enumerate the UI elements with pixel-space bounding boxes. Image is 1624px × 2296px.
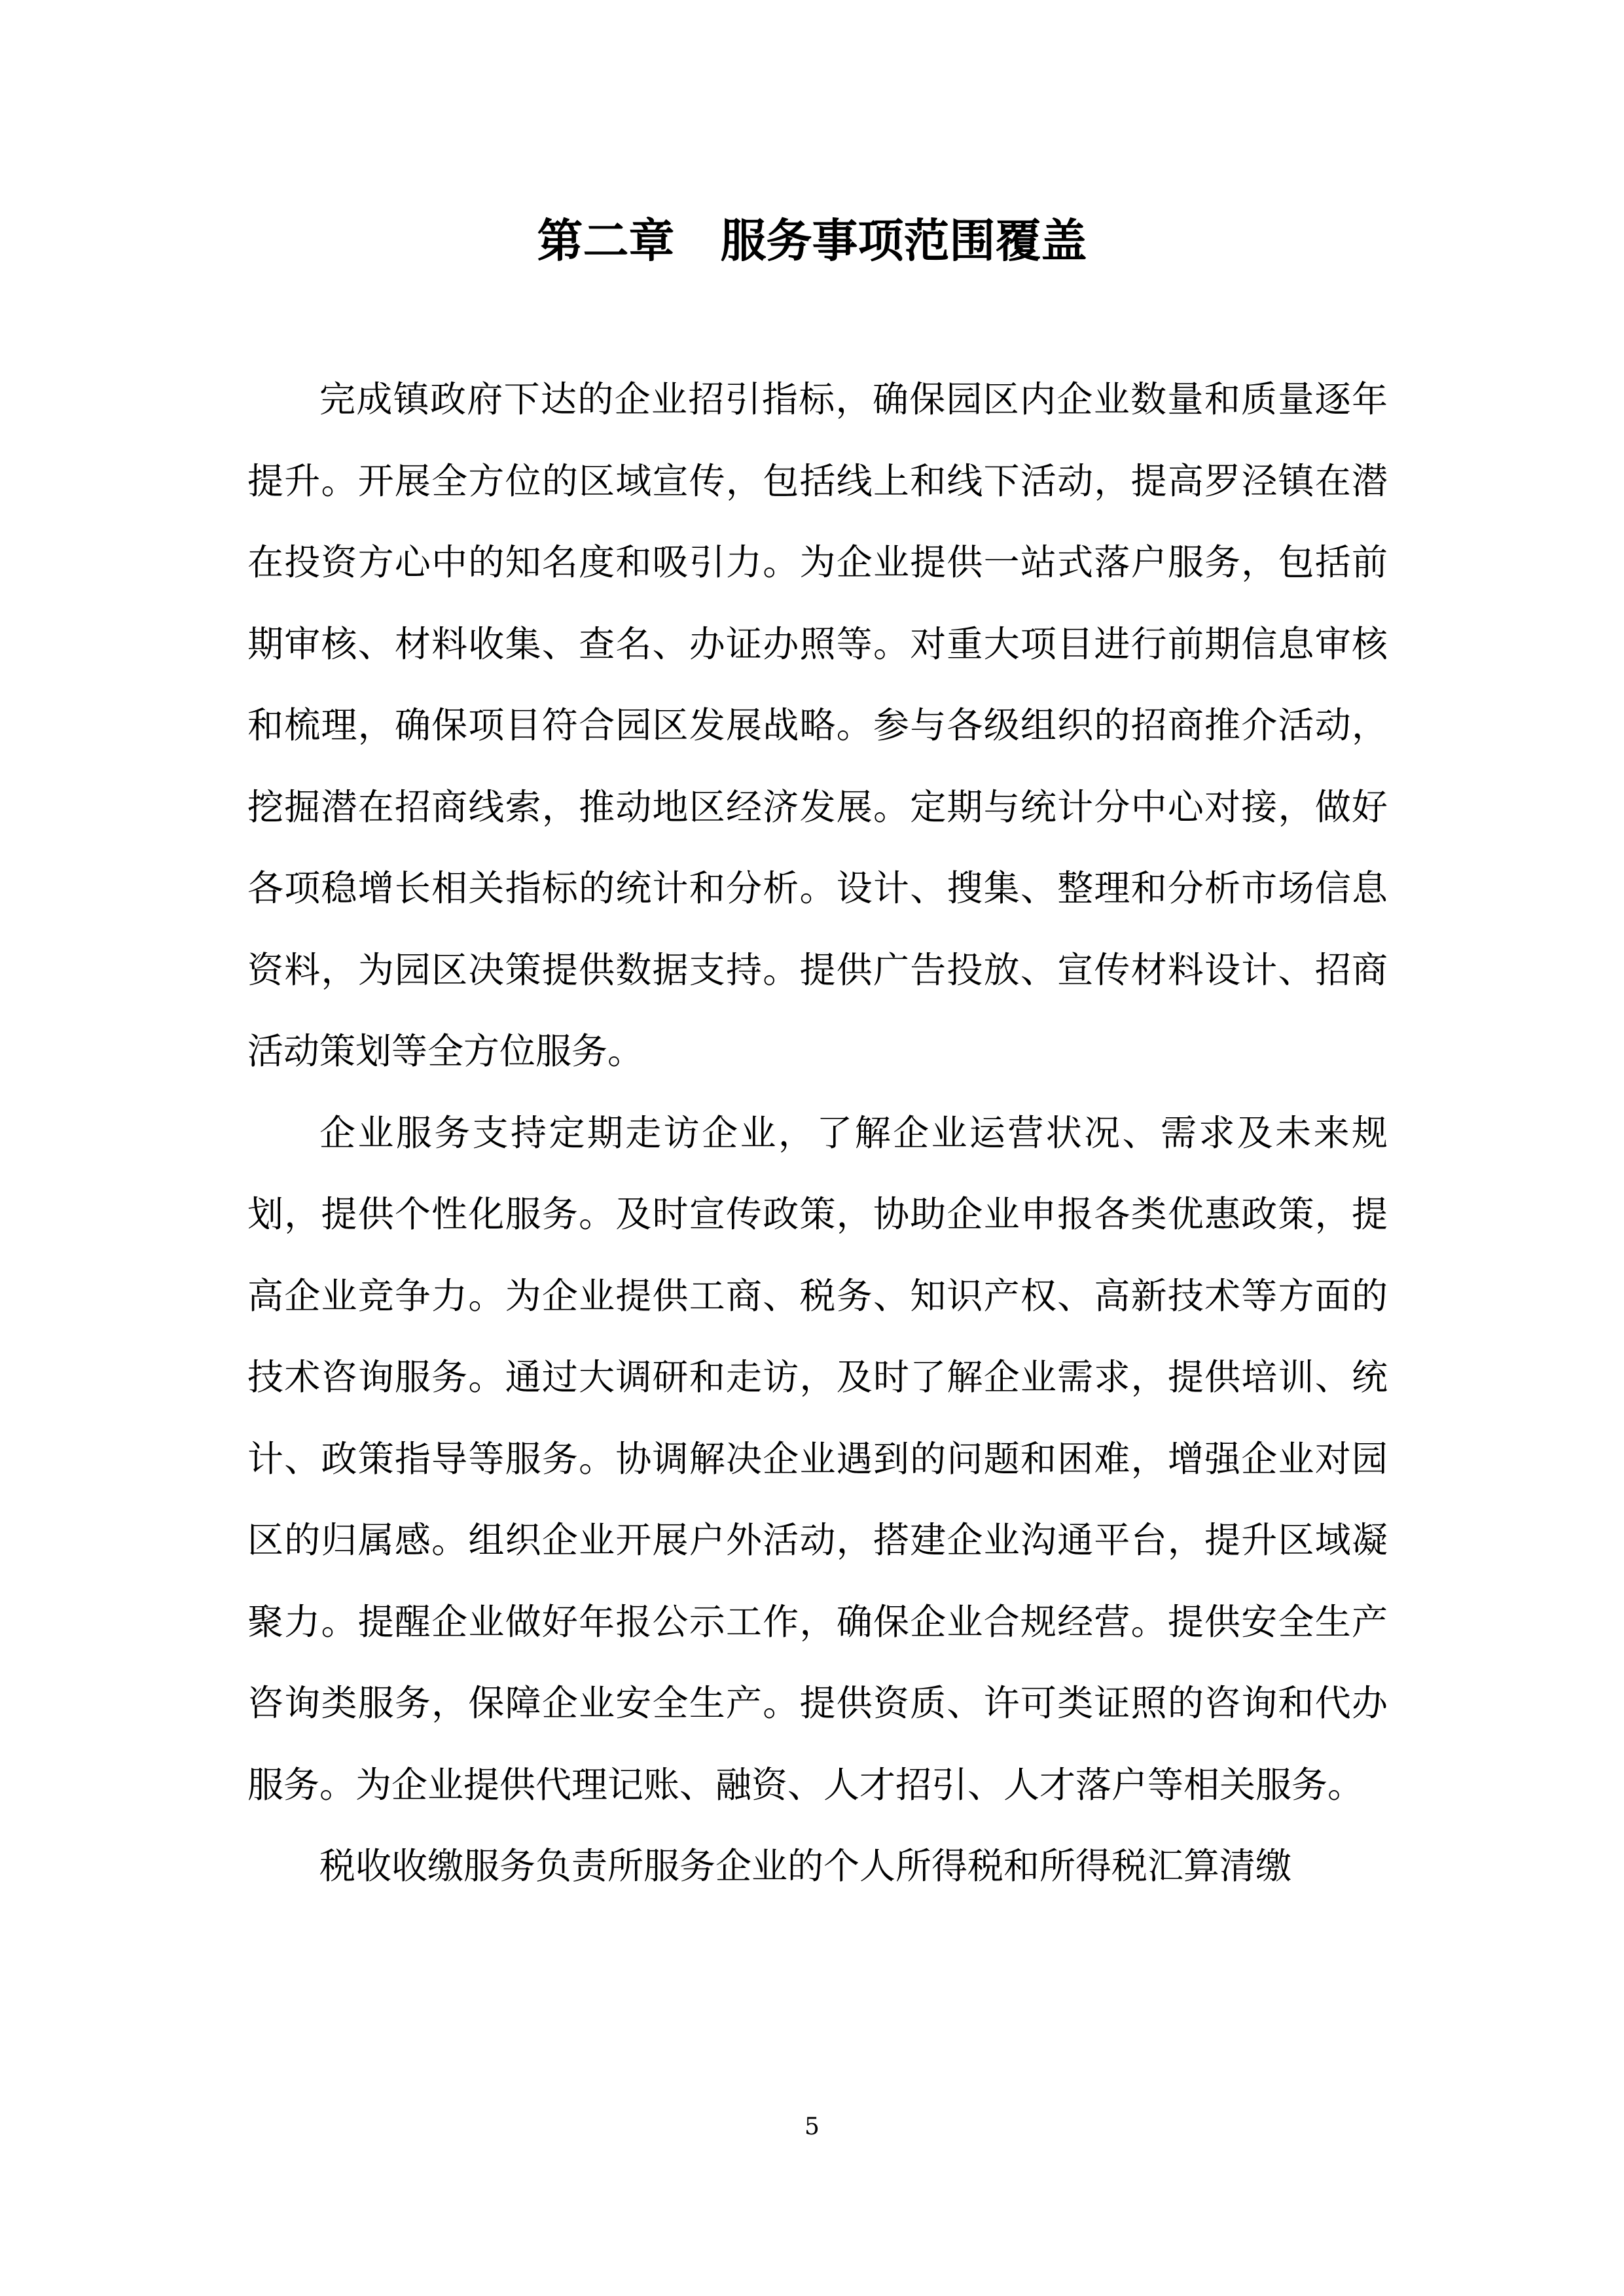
body-text: [247, 359, 1388, 1907]
page-number: 5: [804, 2113, 820, 2140]
paragraph-tax-collection: 税收收缴服务负责所服务企业的个人所得税和所得税汇算清缴: [319, 1845, 1292, 1887]
paragraph-investment-promotion: 完成镇政府下达的企业招引指标，确保园区内企业数量和质量逐年提升。开展全方位的区域宣传，包括线上和线下活动，提高罗泾镇在潜在投资方心中的知名度和吸引力。为企业提供一站式落户服务，包括前期审核、材料收集、查名、办证办照等。对重大项目进行前期信息审核和梳理，确保项目符合园区发展战略。参与各级组织的招商推介活动，挖掘潜在招商线索，推动地区经济发展。定期与统计分中心对接，做好各项稳增长相关指标的统计和分析。设计、搜集、整理和分析市场信息资料，为园区决策提供数据支持。提供广告投放、宣传材料设计、招商活动策划等全方位服务。: [247, 378, 1388, 1072]
paragraph-enterprise-service: 企业服务支持定期走访企业，了解企业运营状况、需求及未来规划，提供个性化服务。及时宣传政策，协助企业申报各类优惠政策，提高企业竞争力。为企业提供工商、税务、知识产权、高新技术等方面的技术咨询服务。通过大调研和走访，及时了解企业需求，提供培训、统计、政策指导等服务。协调解决企业遇到的问题和困难，增强企业对园区的归属感。组织企业开展户外活动，搭建企业沟通平台，提升区域凝聚力。提醒企业做好年报公示工作，确保企业合规经营。提供安全生产咨询类服务，保障企业安全生产。提供资质、许可类证照的咨询和代办服务。为企业提供代理记账、融资、人才招引、人才落户等相关服务。: [247, 1111, 1388, 1806]
chapter-title: 第二章 服务事项范围覆盖: [537, 214, 1087, 268]
